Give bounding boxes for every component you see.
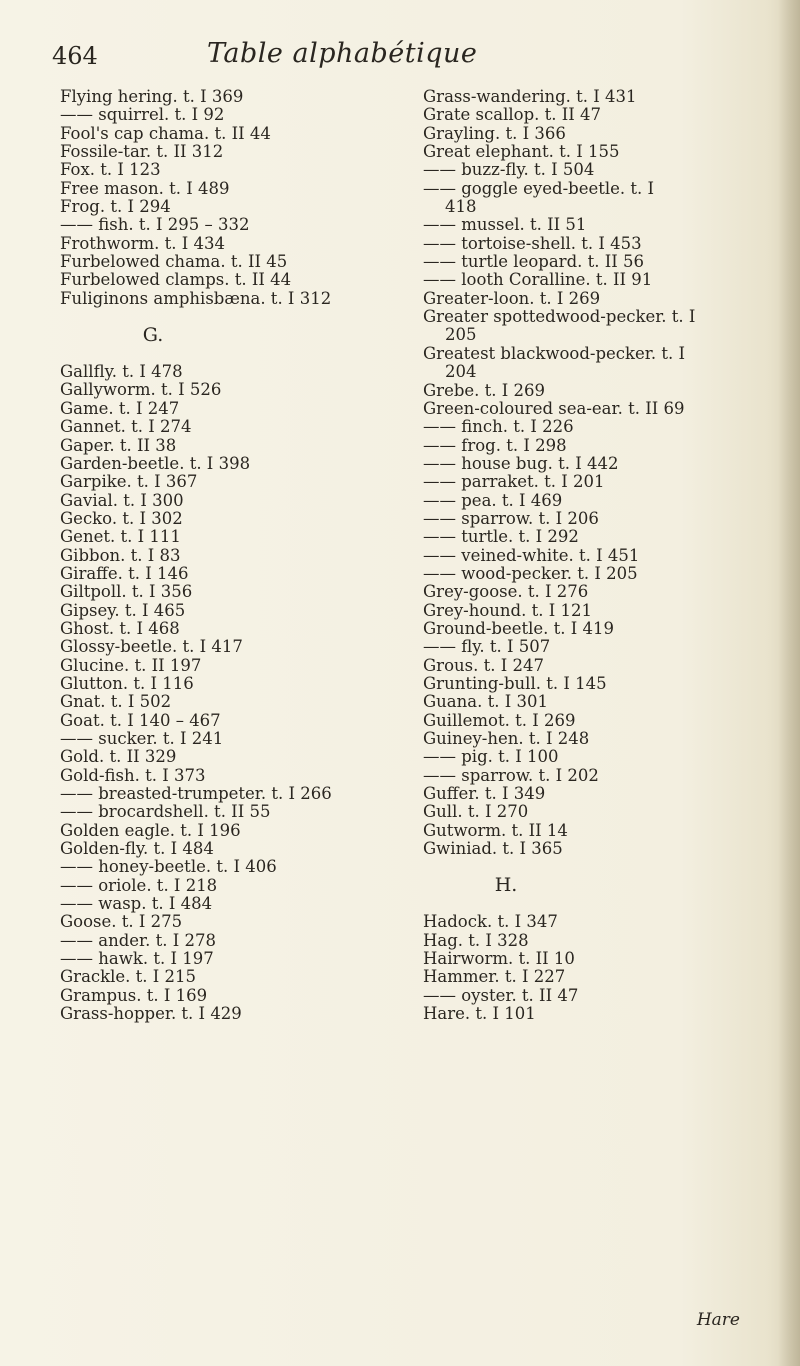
- index-entry: —— pea. t. I 469: [423, 490, 563, 510]
- index-entry: Guffer. t. I 349: [423, 784, 546, 804]
- index-entry-text: Greater spottedwood-pecker. t. I: [423, 307, 696, 327]
- index-entry: Garden-beetle. t. I 398: [60, 453, 251, 473]
- index-entry: [423, 345, 785, 382]
- index-entry: —— frog. t. I 298: [423, 435, 567, 455]
- index-entry: Guillemot. t. I 269: [423, 710, 576, 730]
- index-entry: Furbelowed chama. t. II 45: [60, 252, 288, 272]
- index-entry: —— wasp. t. I 484: [60, 894, 213, 914]
- index-entry: —— wood-pecker. t. I 205: [423, 563, 638, 583]
- index-entry: Ghost. t. I 468: [60, 618, 180, 638]
- index-entry: Flying hering. t. I 369: [60, 87, 244, 106]
- index-entry: —— hawk. t. I 197: [60, 949, 214, 969]
- index-entry: Giltpoll. t. I 356: [60, 582, 193, 602]
- index-entry: —— tortoise-shell. t. I 453: [423, 233, 642, 253]
- index-entry: —— brocardshell. t. II 55: [60, 802, 271, 822]
- index-entry: Glucine. t. II 197: [60, 655, 202, 675]
- index-entry: Greater-loon. t. I 269: [423, 288, 601, 308]
- index-entry: Hammer. t. I 227: [423, 967, 566, 987]
- index-entry: Goat. t. I 140 – 467: [60, 710, 221, 730]
- index-entry: —— oriole. t. I 218: [60, 875, 218, 895]
- index-entry: Grass-wandering. t. I 431: [423, 87, 637, 106]
- index-entry: Grampus. t. I 169: [60, 985, 208, 1005]
- index-entry: Game. t. I 247: [60, 398, 180, 418]
- index-entry: Great elephant. t. I 155: [423, 142, 620, 162]
- index-entry: Glossy-beetle. t. I 417: [60, 637, 243, 657]
- index-entry-continuation: 204: [445, 362, 477, 382]
- page-number: 464: [52, 42, 98, 70]
- index-entry: Gecko. t. I 302: [60, 508, 183, 528]
- index-entry: Gnat. t. I 502: [60, 692, 172, 712]
- index-entry-continuation: 205: [445, 325, 477, 345]
- index-entry: —— honey-beetle. t. I 406: [60, 857, 277, 877]
- index-entry: —— buzz-fly. t. I 504: [423, 160, 595, 180]
- index-entry: —— oyster. t. II 47: [423, 985, 579, 1005]
- index-entry: Hairworm. t. II 10: [423, 949, 575, 969]
- index-entry: Gull. t. I 270: [423, 802, 529, 822]
- index-entry: Fuliginons amphisbæna. t. I 312: [60, 288, 332, 308]
- index-entry: Grackle. t. I 215: [60, 967, 197, 987]
- index-entry: Gipsey. t. I 465: [60, 600, 186, 620]
- index-entry: —— finch. t. I 226: [423, 417, 574, 437]
- index-entry-continuation: 418: [445, 197, 477, 217]
- index-entry: Grey-goose. t. I 276: [423, 582, 589, 602]
- index-entry: —— sucker. t. I 241: [60, 729, 224, 748]
- index-entry: Grayling. t. I 366: [423, 123, 566, 143]
- index-entry: Furbelowed clamps. t. II 44: [60, 270, 292, 290]
- index-column-left: [60, 88, 460, 1024]
- section-letter: H.: [494, 874, 518, 897]
- index-entry: Gaper. t. II 38: [60, 435, 177, 455]
- index-entry-text: Greatest blackwood-pecker. t. I: [423, 343, 685, 363]
- section-letter: G.: [142, 324, 164, 347]
- index-entry: Goose. t. I 275: [60, 912, 183, 932]
- index-entry: Fossile-tar. t. II 312: [60, 142, 224, 162]
- index-entry: —— fly. t. I 507: [423, 637, 551, 657]
- index-entry: Giraffe. t. I 146: [60, 563, 189, 583]
- index-entry: Gwiniad. t. I 365: [423, 839, 563, 859]
- index-entry: Gallyworm. t. I 526: [60, 380, 222, 400]
- index-entry: Grate scallop. t. II 47: [423, 105, 602, 125]
- index-entry: —— breasted-trumpeter. t. I 266: [60, 784, 332, 804]
- index-entry: —— parraket. t. I 201: [423, 472, 605, 492]
- index-entry: —— pig. t. I 100: [423, 747, 559, 767]
- index-entry: [423, 180, 785, 217]
- index-entry: [423, 308, 785, 345]
- index-entry: Frog. t. I 294: [60, 197, 171, 217]
- index-entry: Guana. t. I 301: [423, 692, 548, 712]
- index-entry: Gutworm. t. II 14: [423, 820, 568, 840]
- index-entry: —— mussel. t. II 51: [423, 215, 587, 235]
- index-entry: —— fish. t. I 295 – 332: [60, 215, 250, 235]
- index-entry: Grey-hound. t. I 121: [423, 600, 592, 620]
- index-entry: Grass-hopper. t. I 429: [60, 1004, 242, 1024]
- index-entry-text: —— goggle eyed-beetle. t. I: [423, 178, 655, 198]
- index-entry: Ground-beetle. t. I 419: [423, 618, 615, 638]
- index-column-right: [423, 88, 785, 1024]
- running-title: Table alphabétique: [207, 38, 478, 69]
- index-entry: Hare. t. I 101: [423, 1004, 536, 1024]
- index-entry: Grunting-bull. t. I 145: [423, 674, 607, 693]
- index-entry: Guiney-hen. t. I 248: [423, 729, 590, 749]
- index-entry: Free mason. t. I 489: [60, 178, 230, 198]
- index-entry: Grous. t. I 247: [423, 655, 544, 675]
- index-entry: Fool's cap chama. t. II 44: [60, 123, 271, 143]
- index-entry: —— sparrow. t. I 202: [423, 765, 599, 785]
- index-entry: —— house bug. t. I 442: [423, 453, 619, 473]
- index-entry: —— ander. t. I 278: [60, 930, 216, 950]
- index-entry: —— sparrow. t. I 206: [423, 508, 599, 528]
- page-header: [52, 38, 752, 82]
- index-entry: Frothworm. t. I 434: [60, 233, 225, 253]
- index-entry: Grebe. t. I 269: [423, 380, 546, 400]
- index-entry: —— squirrel. t. I 92: [60, 105, 225, 125]
- index-entry: Glutton. t. I 116: [60, 673, 194, 693]
- index-entry: Green-coloured sea-ear. t. II 69: [423, 398, 685, 418]
- index-entry: Golden eagle. t. I 196: [60, 820, 241, 840]
- index-entry: Hag. t. I 328: [423, 930, 529, 950]
- index-entry: Gavial. t. I 300: [60, 490, 184, 510]
- index-entry: Gallfly. t. I 478: [60, 362, 183, 382]
- index-entry: —— looth Coralline. t. II 91: [423, 270, 653, 290]
- index-entry: Garpike. t. I 367: [60, 472, 198, 492]
- index-entry: Genet. t. I 111: [60, 527, 181, 547]
- index-entry: Golden-fly. t. I 484: [60, 839, 214, 859]
- index-entry: —— turtle leopard. t. II 56: [423, 252, 645, 272]
- index-entry: Gold-fish. t. I 373: [60, 765, 206, 785]
- catchword: Hare: [696, 1310, 740, 1330]
- index-entry: —— turtle. t. I 292: [423, 527, 579, 547]
- index-entry: Gannet. t. I 274: [60, 417, 192, 437]
- index-entry: Gold. t. II 329: [60, 747, 177, 767]
- index-entry: Gibbon. t. I 83: [60, 545, 181, 565]
- index-entry: Fox. t. I 123: [60, 160, 161, 180]
- index-entry: Hadock. t. I 347: [423, 912, 558, 932]
- index-entry: —— veined-white. t. I 451: [423, 545, 640, 565]
